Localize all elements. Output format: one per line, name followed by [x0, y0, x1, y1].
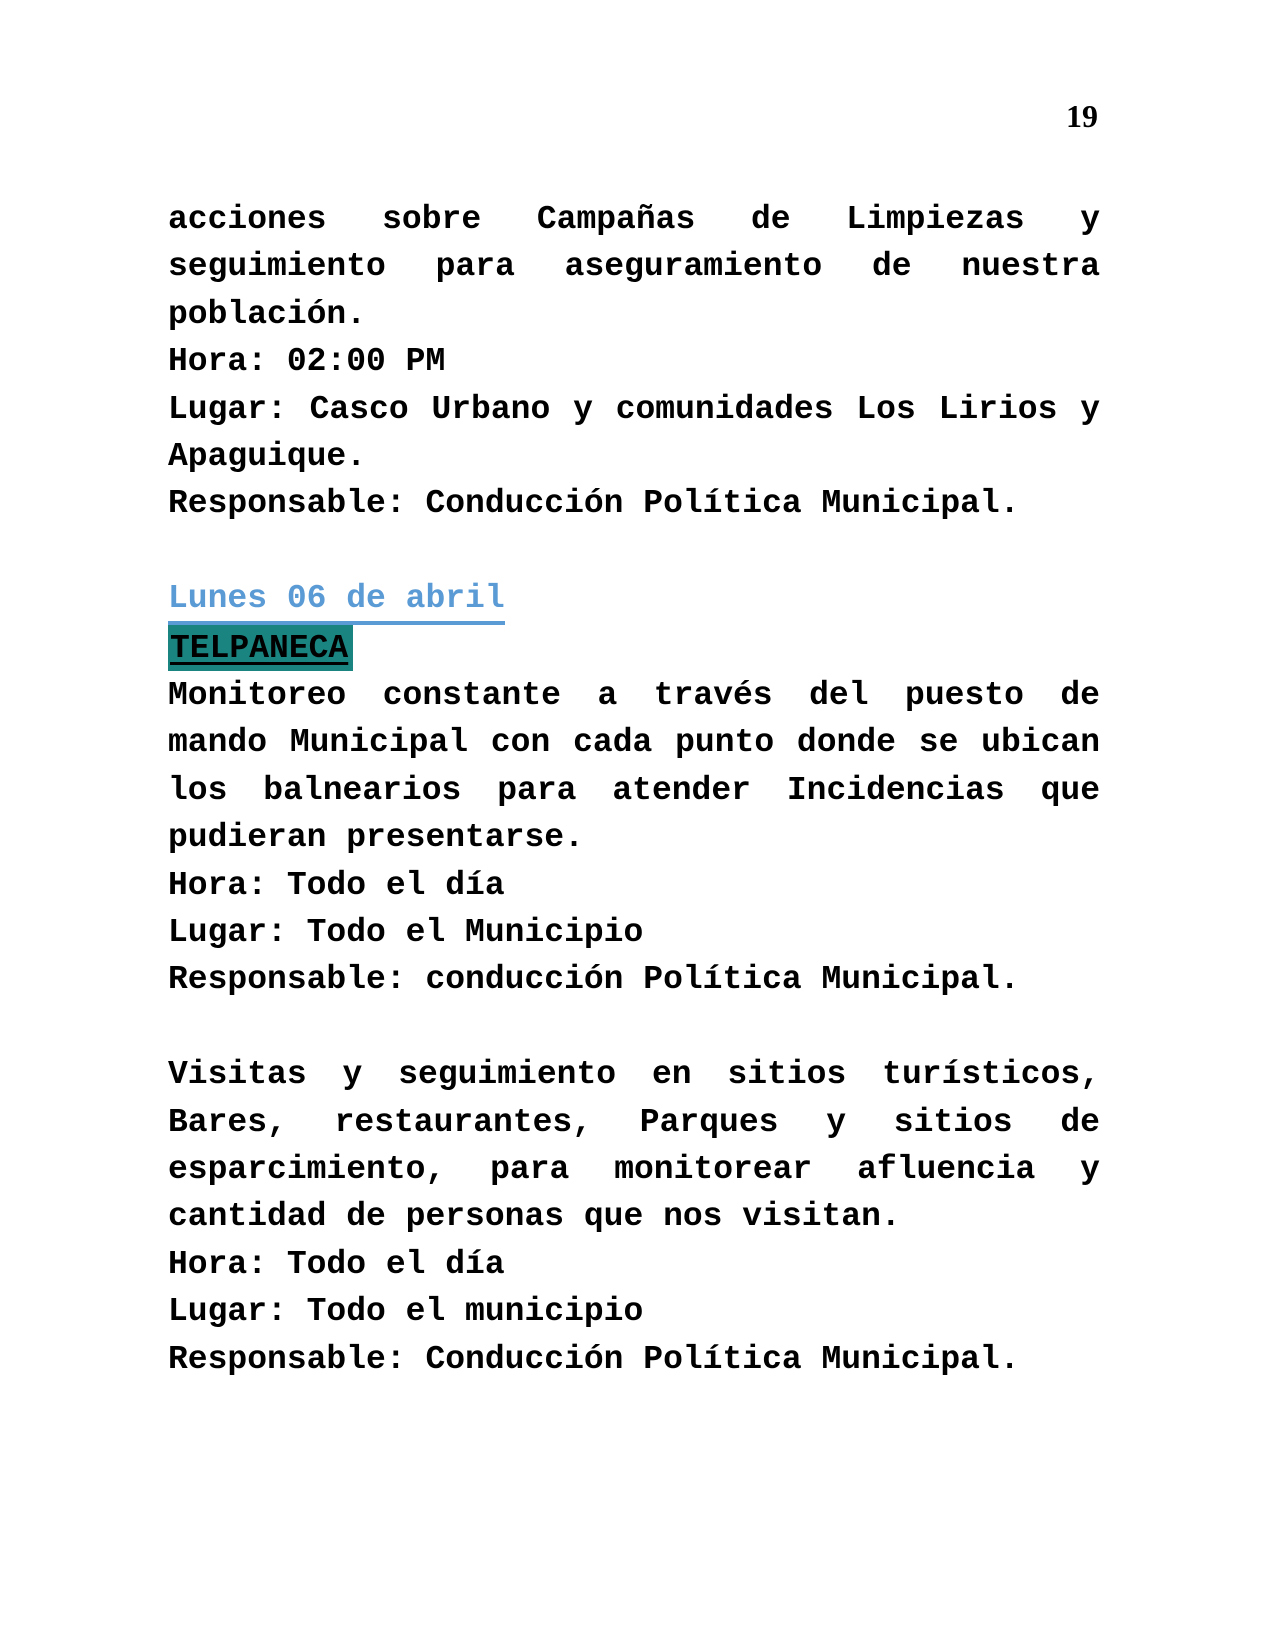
line-responsable-monitoreo: Responsable: conducción Política Municipal. — [168, 961, 1020, 999]
blank-line — [168, 528, 1100, 575]
paragraph-monitoreo-balnearios: Monitoreo constante a través del puesto de mando Municipal con cada punto donde se ubican los balnearios para atender Incidencias que pudieran presentarse. — [168, 676, 1100, 857]
paragraph-campanas-limpieza: acciones sobre Campañas de Limpiezas y seguimiento para aseguramiento de nuestra población. — [168, 201, 1100, 333]
line-hora-visitas: Hora: Todo el día — [168, 1245, 505, 1283]
line-hora-monitoreo: Hora: Todo el día — [168, 866, 505, 904]
blank-line — [168, 1004, 1100, 1051]
municipality-highlight: TELPANECA — [168, 625, 353, 671]
heading-row-lunes — [168, 575, 1100, 624]
date-heading-link[interactable]: Lunes 06 de abril — [168, 581, 505, 624]
line-responsable-visitas: Responsable: Conducción Política Municipal. — [168, 1340, 1020, 1378]
line-responsable-campanas: Responsable: Conducción Política Municipal. — [168, 485, 1020, 523]
highlight-row-telpaneca — [168, 625, 1100, 672]
line-lugar-monitoreo: Lugar: Todo el Municipio — [168, 913, 644, 951]
line-hora-campanas: Hora: 02:00 PM — [168, 343, 446, 381]
line-lugar-visitas: Lugar: Todo el municipio — [168, 1293, 644, 1331]
page-number: 19 — [1066, 98, 1098, 134]
line-lugar-campanas: Lugar: Casco Urbano y comunidades Los Lirios y Apaguique. — [168, 390, 1100, 476]
paragraph-visitas-sitios: Visitas y seguimiento en sitios turísticos, Bares, restaurantes, Parques y sitios de esparcimiento, para monitorear afluencia y cantidad de personas que nos visitan. — [168, 1056, 1100, 1236]
